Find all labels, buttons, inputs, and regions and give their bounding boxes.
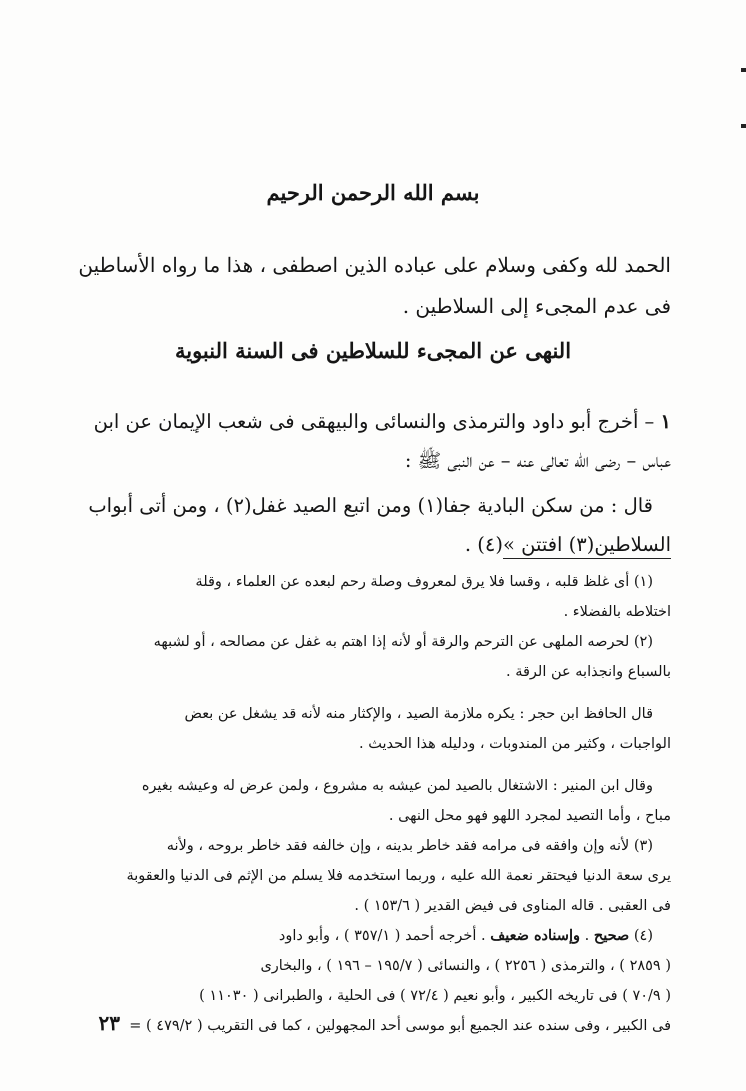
scan-edge-mark <box>741 68 746 72</box>
footnotes <box>71 567 671 1041</box>
footnote-4 <box>71 921 671 951</box>
footnote-3-cont: يرى سعة الدنيا فيحتقر نعمة الله عليه ، وربما استخدمه فلا يسلم من الإثم فى الدنيا والعقوبة <box>126 868 671 884</box>
footnote-3: (٣) لأنه وإن وافقه فى مرامه فقد خاطر بدينه ، وإن خالفه فقد خاطر بروحه ، ولأنه <box>166 838 653 854</box>
footnote-4-marker: (٤) <box>633 928 653 944</box>
footnote-4-text: . أخرجه أحمد ( ٣٥٧/١ ) ، وأبو داود <box>278 928 486 944</box>
footnote-3-cont: فى العقبى . قاله المناوى فى فيض القدير ( ١٥٣/٦ ) . <box>354 898 671 914</box>
intro-paragraph <box>71 245 671 327</box>
footnote-1-cont: اختلاطه بالفضلاء . <box>563 604 671 620</box>
hadith-saying: السلاطين(٣) افتتن »(٤) . <box>464 533 671 556</box>
footnote-4-cont: فى الكبير ، وفى سنده عند الجميع أبو موسى أحد المجهولين ، كما فى التقريب ( ٤٧٩/٢ ) = <box>129 1018 671 1034</box>
footnote-separator <box>503 558 671 559</box>
hadith-number: ١ <box>660 410 671 433</box>
footnote-2: (٢) لحرصه الملهى عن الترحم والرقة أو لأنه إذا اهتم به غفل عن مصالحه ، أو لشبهه <box>153 634 653 650</box>
hadith-text: – أخرج أبو داود والترمذى والنسائى والبيهقى فى شعب الإيمان عن ابن <box>93 410 655 433</box>
scan-edge-mark <box>741 124 746 128</box>
footnote-ibn-munir-cont: مباح ، وأما التصيد لمجرد اللهو فهو محل النهى . <box>388 808 671 824</box>
footnote-4-grade-chain: وإسناده ضعيف <box>490 927 580 944</box>
basmala-heading: بسم الله الرحمن الرحيم <box>266 180 480 205</box>
page-number: ٢٣ <box>98 1011 120 1035</box>
footnote-4-grade: صحيح <box>593 927 630 944</box>
intro-line: فى عدم المجىء إلى السلاطين . <box>402 294 671 318</box>
footnote-4-cont: ( ٢٨٥٩ ) ، والترمذى ( ٢٢٥٦ ) ، والنسائى ( ١٩٥/٧ – ١٩٦ ) ، والبخارى <box>260 958 671 974</box>
footnote-4-cont: ( ٧٠/٩ ) فى تاريخه الكبير ، وأبو نعيم ( ٧٢/٤ ) فى الحلية ، والطبرانى ( ١١٠٣٠ ) <box>199 988 671 1004</box>
section-title: النهى عن المجىء للسلاطين فى السنة النبوية <box>174 338 572 363</box>
footnote-4-sep: . <box>584 928 590 944</box>
hadith-line <box>71 402 671 441</box>
footnote-1: (١) أى غلظ قلبه ، وقسا فلا يرق لمعروف وصلة رحم لبعده عن العلماء ، وقلة <box>195 574 653 590</box>
intro-line: الحمد لله وكفى وسلام على عباده الذين اصطفى ، هذا ما رواه الأساطين <box>78 253 671 277</box>
footnote-ibn-hajar: قال الحافظ ابن حجر : يكره ملازمة الصيد ، والإكثار منه لأنه قد يشغل عن بعض <box>184 706 653 722</box>
hadith-block <box>71 402 671 564</box>
hadith-saying: قال : من سكن البادية جفا(١) ومن اتبع الصيد غفل(٢) ، ومن أتى أبواب <box>88 494 653 517</box>
footnote-ibn-hajar-cont: الواجبات ، وكثير من المندوبات ، ودليله هذا الحديث . <box>358 736 671 752</box>
footnote-ibn-munir: وقال ابن المنير : الاشتغال بالصيد لمن عيشه به مشروع ، ولمن عرض له وعيشه بغيره <box>141 778 653 794</box>
hadith-line: عباس – رضى الله تعالى عنه – عن النبى ﷺ : <box>404 449 671 472</box>
footnote-2-cont: بالسباع وانجذابه عن الرقة . <box>505 664 671 680</box>
